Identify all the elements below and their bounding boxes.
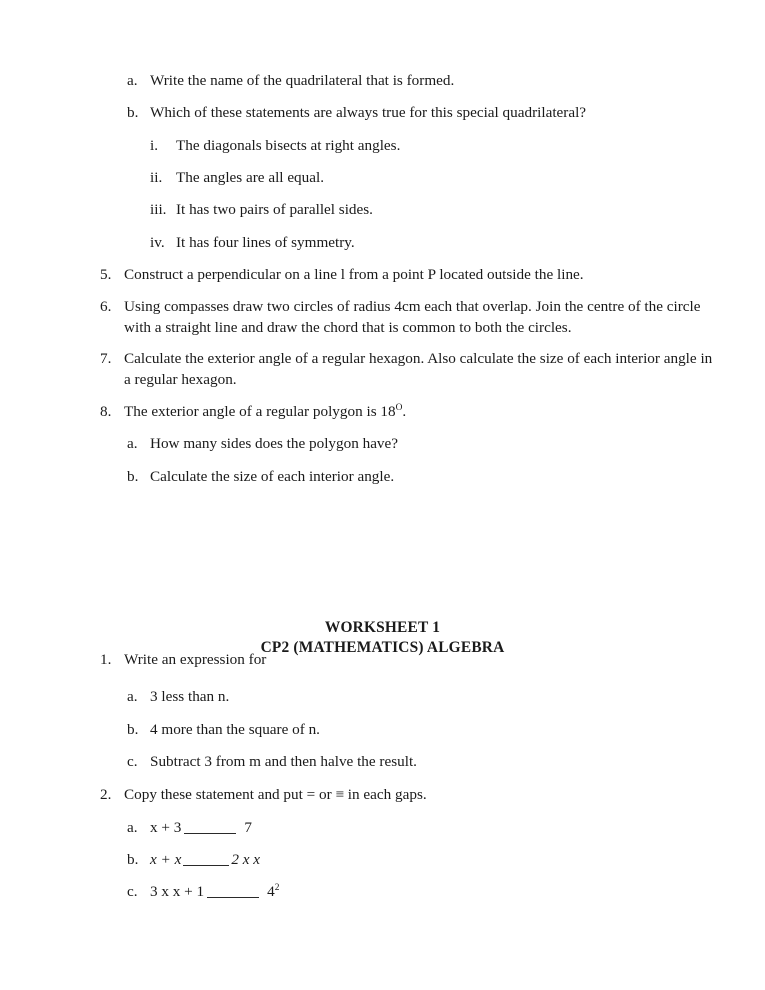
list-item — [127, 818, 715, 839]
list-text — [150, 850, 715, 871]
list-item — [127, 103, 715, 124]
list-marker: b. — [127, 851, 139, 868]
worksheet-heading-line2: CP2 (MATHEMATICS) ALGEBRA — [260, 639, 505, 657]
list-item — [127, 720, 715, 741]
list-marker: iii. — [150, 201, 167, 218]
list-item — [100, 265, 715, 286]
list-item — [127, 467, 715, 488]
list-marker: 1. — [100, 651, 112, 668]
list-text: Which of these statements are always true for this special quadrilateral? — [150, 104, 587, 121]
list-text: 3 less than n. — [150, 688, 230, 705]
list-text: 4 more than the square of n. — [150, 721, 320, 738]
list-item — [100, 297, 715, 339]
expression-left: x + 3 — [150, 819, 182, 836]
power-superscript: 2 — [274, 882, 280, 893]
list-item — [127, 850, 715, 871]
list-marker: b. — [127, 468, 139, 485]
list-text: Calculate the exterior angle of a regular hexagon. Also calculate the size of each interior angle in a regular hexagon. — [124, 350, 713, 388]
list-text: The diagonals bisects at right angles. — [176, 137, 401, 154]
list-item — [100, 785, 715, 806]
worksheet-heading-line1: WORKSHEET 1 — [324, 619, 441, 636]
list-text: How many sides does the polygon have? — [150, 435, 399, 452]
list-item — [150, 168, 710, 189]
list-text: Using compasses draw two circles of radius 4cm each that overlap. Join the centre of the circle with a straight line and draw the chord that is common to both the circles. — [124, 298, 701, 336]
answer-blank[interactable] — [207, 897, 259, 898]
list-marker: c. — [127, 753, 138, 770]
list-marker: 2. — [100, 786, 112, 803]
list-text: It has two pairs of parallel sides. — [176, 201, 373, 218]
list-item — [150, 233, 710, 254]
list-text: Write an expression for — [124, 651, 267, 668]
list-text: The angles are all equal. — [176, 169, 325, 186]
list-marker: 6. — [100, 298, 112, 315]
expression-right: 2 x x — [231, 851, 260, 868]
list-item — [100, 402, 715, 423]
list-text: It has four lines of symmetry. — [176, 234, 355, 251]
list-marker: a. — [127, 435, 138, 452]
degree-superscript: O — [395, 402, 403, 413]
list-item — [150, 200, 710, 221]
list-item — [100, 349, 715, 391]
list-marker: c. — [127, 883, 138, 900]
answer-blank[interactable] — [183, 865, 229, 866]
list-marker: ii. — [150, 169, 163, 186]
list-text — [150, 882, 715, 903]
expression-right: 7 — [244, 819, 252, 836]
list-marker: i. — [150, 137, 159, 154]
list-text — [124, 402, 715, 423]
list-marker: b. — [127, 104, 139, 121]
expression-left: x + x — [150, 851, 182, 868]
list-marker: a. — [127, 72, 138, 89]
list-marker: b. — [127, 721, 139, 738]
list-marker: a. — [127, 819, 138, 836]
list-marker: iv. — [150, 234, 165, 251]
sentence-period: . — [402, 403, 407, 420]
answer-blank[interactable] — [184, 833, 236, 834]
list-item — [127, 71, 715, 92]
list-marker: 5. — [100, 266, 112, 283]
list-text — [150, 818, 715, 839]
list-item — [127, 882, 715, 903]
list-item — [127, 434, 715, 455]
list-item — [127, 752, 715, 773]
expression-right-base: 4 — [267, 883, 275, 900]
list-item — [100, 650, 715, 671]
list-item — [127, 687, 715, 708]
list-text: Subtract 3 from m and then halve the result. — [150, 753, 417, 770]
exterior-angle-text: The exterior angle of a regular polygon is 18 — [124, 403, 396, 420]
list-item — [150, 136, 710, 157]
list-text: Write the name of the quadrilateral that is formed. — [150, 72, 455, 89]
list-marker: a. — [127, 688, 138, 705]
list-text: Construct a perpendicular on a line l from a point P located outside the line. — [124, 266, 584, 283]
list-marker: 8. — [100, 403, 112, 420]
list-marker: 7. — [100, 350, 112, 367]
list-text: Calculate the size of each interior angle. — [150, 468, 395, 485]
expression-left: 3 x x + 1 — [150, 883, 205, 900]
list-text: Copy these statement and put = or ≡ in each gaps. — [124, 786, 427, 803]
